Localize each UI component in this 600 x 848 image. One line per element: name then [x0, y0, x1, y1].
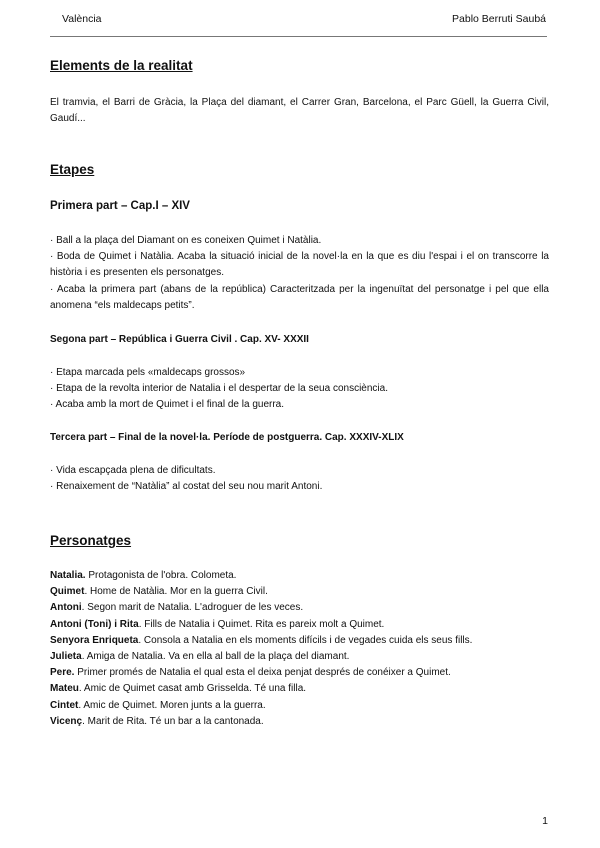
- character-desc: . Segon marit de Natalia. L'adroguer de les veces.: [81, 602, 304, 614]
- character-name: Senyora Enriqueta: [50, 634, 139, 646]
- character-item: [50, 714, 549, 730]
- part2-list: [50, 365, 549, 414]
- section-title-personatges: Personatges: [50, 533, 132, 548]
- character-desc: . Consola a Natalia en els moments difícils i de vegades cuida els seus fills.: [138, 634, 473, 646]
- character-item: [50, 665, 549, 681]
- header-left: València: [62, 13, 102, 25]
- character-name: Pere.: [50, 667, 75, 679]
- character-desc: . Home de Natàlia. Mor en la guerra Civil.: [84, 586, 268, 598]
- character-name: Quimet: [50, 586, 85, 598]
- character-item: [50, 681, 549, 697]
- part1-title: Primera part – Cap.I – XIV: [50, 200, 190, 212]
- character-item: [50, 633, 549, 649]
- section-title-etapes: Etapes: [50, 162, 95, 177]
- character-name: Natalia.: [50, 570, 86, 581]
- part3-list: [50, 463, 549, 495]
- character-name: Mateu: [50, 683, 79, 695]
- character-desc: . Amic de Quimet. Moren junts a la guerra.: [78, 699, 266, 711]
- character-item: [50, 617, 549, 633]
- section-title-elements: Elements de la realitat: [50, 58, 193, 73]
- list-item: · Renaixement de “Natàlia” al costat del seu nou marit Antoni.: [50, 481, 323, 493]
- character-item: [50, 568, 549, 584]
- page-number: 1: [542, 815, 548, 827]
- character-item: [50, 649, 549, 665]
- character-list: [50, 568, 549, 730]
- character-desc: . Fills de Natalia i Quimet. Rita es pareix molt a Quimet.: [138, 618, 385, 630]
- header-rule: [50, 36, 547, 37]
- list-item: · Vida escapçada plena de dificultats.: [50, 465, 216, 476]
- character-desc: Primer promés de Natalia el qual esta el deixa penjat després de conéixer a Quimet.: [74, 667, 451, 679]
- elements-paragraph: El tramvia, el Barri de Gràcia, la Plaça del diamant, el Carrer Gran, Barcelona, el Parc Güell, la Guerra Civil, Gaudí...: [50, 97, 549, 125]
- character-item: [50, 600, 549, 616]
- list-item: · Etapa de la revolta interior de Natalia i el despertar de la seua consciència.: [50, 383, 388, 395]
- character-name: Antoni: [50, 602, 82, 614]
- list-item: · Boda de Quimet i Natàlia. Acaba la situació inicial de la novel·la en la que es diu l'espai i el on transcorre la història i es presenten els personatges.: [50, 251, 549, 279]
- character-name: Julieta: [50, 651, 82, 663]
- list-item: · Ball a la plaça del Diamant on es coneixen Quimet i Natàlia.: [50, 235, 322, 246]
- part1-list: [50, 233, 549, 314]
- character-desc: . Amic de Quimet casat amb Grisselda. Té una filla.: [78, 683, 307, 695]
- character-desc: Protagonista de l'obra. Colometa.: [85, 570, 237, 581]
- character-item: [50, 698, 549, 714]
- character-desc: . Amiga de Natalia. Va en ella al ball de la plaça del diamant.: [81, 651, 350, 663]
- character-name: Antoni (Toni) i Rita: [50, 618, 139, 630]
- list-item: · Acaba la primera part (abans de la república) Caracteritzada per la ingenuïtat del personatge i pel que ella anomena “els maldecaps petits”.: [50, 283, 549, 311]
- character-item: [50, 584, 549, 600]
- list-item: · Etapa marcada pels «maldecaps grossos»: [50, 367, 246, 378]
- character-name: Cintet: [50, 699, 79, 711]
- character-name: Vicenç: [50, 715, 83, 727]
- character-desc: . Marit de Rita. Té un bar a la cantonada.: [82, 715, 264, 727]
- list-item: · Acaba amb la mort de Quimet i el final de la guerra.: [50, 399, 285, 411]
- header-right: Pablo Berruti Saubá: [452, 13, 546, 25]
- part2-title: Segona part – República i Guerra Civil . Cap. XV- XXXII: [50, 334, 309, 345]
- part3-title: Tercera part – Final de la novel·la. Període de postguerra. Cap. XXXIV-XLIX: [50, 432, 404, 443]
